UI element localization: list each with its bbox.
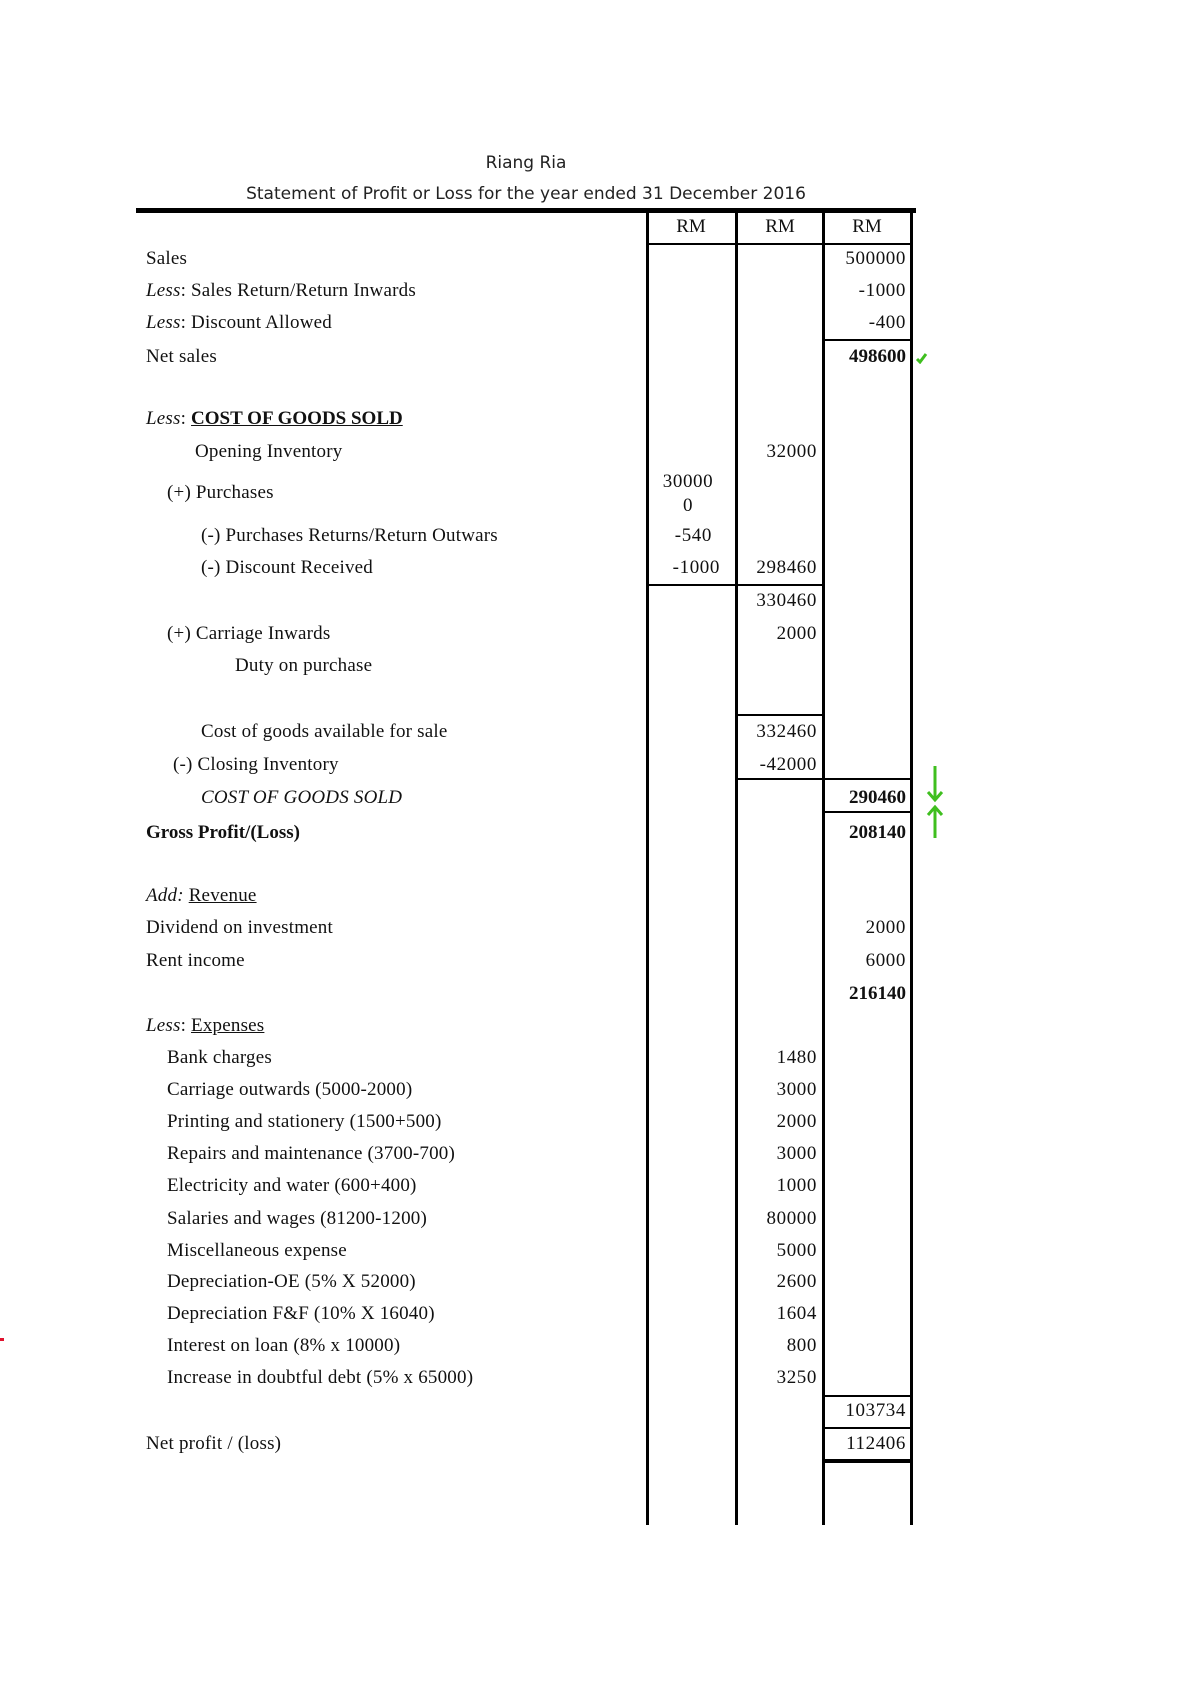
expense-label: Depreciation F&F (10% X 16040) bbox=[167, 1303, 435, 1324]
cogs-heading-text: COST OF GOODS SOLD bbox=[191, 408, 403, 429]
expense-value: 80000 bbox=[766, 1208, 817, 1229]
expense-label: Interest on loan (8% x 10000) bbox=[167, 1335, 401, 1356]
expenses-heading-text: Expenses bbox=[191, 1015, 265, 1036]
header-underline bbox=[646, 243, 913, 245]
cogs-rule-bottom bbox=[822, 811, 913, 813]
expense-value: 1000 bbox=[776, 1175, 817, 1196]
expense-label: Increase in doubtful debt (5% x 65000) bbox=[167, 1367, 474, 1388]
top-rule bbox=[136, 208, 916, 213]
expense-value: 3000 bbox=[776, 1079, 817, 1100]
dividend-label: Dividend on investment bbox=[146, 917, 333, 938]
discount-allowed-label bbox=[146, 312, 332, 334]
total-expenses-value: 103734 bbox=[845, 1400, 906, 1421]
cogs-rule-top bbox=[822, 778, 913, 780]
less-prefix: Less bbox=[146, 312, 181, 333]
expense-value: 3250 bbox=[776, 1367, 817, 1388]
subtotal-rule-top bbox=[735, 584, 825, 586]
purchases-label: (+) Purchases bbox=[167, 482, 274, 503]
sales-return-label bbox=[146, 280, 416, 302]
expense-label: Salaries and wages (81200-1200) bbox=[167, 1208, 427, 1229]
expense-value: 5000 bbox=[776, 1240, 817, 1261]
statement-title: Statement of Profit or Loss for the year ended 31 December 2016 bbox=[246, 184, 806, 204]
dividend-value: 2000 bbox=[865, 917, 906, 938]
colon-separator: : bbox=[180, 408, 192, 429]
duty-on-purchase-label: Duty on purchase bbox=[235, 655, 373, 676]
goods-available-value: 332460 bbox=[756, 721, 817, 742]
sales-rule bbox=[822, 339, 913, 341]
carriage-inwards-label: (+) Carriage Inwards bbox=[167, 623, 331, 644]
col3-right-border bbox=[910, 212, 913, 1525]
expense-label: Repairs and maintenance (3700-700) bbox=[167, 1143, 456, 1164]
goods-available-rule-top bbox=[735, 714, 825, 716]
net-sales-label: Net sales bbox=[146, 346, 217, 367]
column-header-2: RM bbox=[765, 216, 795, 237]
company-name: Riang Ria bbox=[485, 153, 567, 173]
arrow-down-icon bbox=[925, 764, 945, 804]
less-prefix: Less bbox=[146, 1015, 181, 1036]
discount-received-label: (-) Discount Received bbox=[201, 557, 373, 578]
expense-label: Electricity and water (600+400) bbox=[167, 1175, 417, 1196]
cogs-heading bbox=[146, 408, 403, 430]
revenue-heading bbox=[146, 885, 257, 907]
less-prefix: Less bbox=[146, 408, 181, 429]
sales-label: Sales bbox=[146, 248, 188, 269]
column-header-1: RM bbox=[676, 216, 706, 237]
discount-allowed-value: -400 bbox=[868, 312, 906, 333]
net-profit-value: 112406 bbox=[846, 1433, 906, 1454]
col1-left-border bbox=[646, 212, 649, 1525]
expense-value: 1480 bbox=[776, 1047, 817, 1068]
subtotal-2-value: 216140 bbox=[849, 983, 906, 1004]
expense-label: Miscellaneous expense bbox=[167, 1240, 347, 1261]
sales-return-text: : Sales Return/Return Inwards bbox=[180, 280, 416, 301]
net-profit-double-rule bbox=[822, 1459, 913, 1463]
opening-inventory-label: Opening Inventory bbox=[195, 441, 343, 462]
net-profit-label: Net profit / (loss) bbox=[146, 1433, 282, 1454]
arrow-up-icon bbox=[925, 804, 945, 840]
purchases-value-line1: 30000 bbox=[662, 471, 714, 492]
goods-available-label: Cost of goods available for sale bbox=[201, 721, 448, 742]
col2-left-border bbox=[735, 212, 738, 1525]
rent-income-value: 6000 bbox=[865, 950, 906, 971]
expense-value: 3000 bbox=[776, 1143, 817, 1164]
closing-inventory-value: -42000 bbox=[759, 754, 817, 775]
purchases-rule bbox=[646, 584, 738, 586]
expense-value: 2600 bbox=[776, 1271, 817, 1292]
expenses-heading bbox=[146, 1015, 264, 1037]
purchases-returns-label: (-) Purchases Returns/Return Outwars bbox=[201, 525, 498, 546]
closing-inventory-label: (-) Closing Inventory bbox=[173, 754, 339, 775]
tick-mark-icon bbox=[915, 350, 929, 364]
expense-total-rule-bottom bbox=[822, 1427, 913, 1429]
discount-received-value-c2: 298460 bbox=[756, 557, 817, 578]
expense-label: Bank charges bbox=[167, 1047, 272, 1068]
subtotal-1-value: 330460 bbox=[756, 590, 817, 611]
carriage-inwards-value: 2000 bbox=[776, 623, 817, 644]
column-header-3: RM bbox=[852, 216, 882, 237]
expense-label: Printing and stationery (1500+500) bbox=[167, 1111, 442, 1132]
gross-profit-label: Gross Profit/(Loss) bbox=[146, 822, 300, 843]
purchases-value-line2: 0 bbox=[682, 495, 694, 516]
expense-label: Depreciation-OE (5% X 52000) bbox=[167, 1271, 416, 1292]
red-dot-mark-icon bbox=[0, 1337, 6, 1343]
sales-return-value: -1000 bbox=[858, 280, 906, 301]
opening-inventory-value: 32000 bbox=[766, 441, 817, 462]
discount-allowed-text: : Discount Allowed bbox=[180, 312, 332, 333]
discount-received-value-c1: -1000 bbox=[672, 557, 720, 578]
goods-available-rule-bottom bbox=[735, 778, 825, 780]
purchases-returns-value: -540 bbox=[674, 525, 712, 546]
sales-value: 500000 bbox=[845, 248, 906, 269]
revenue-heading-text: Revenue bbox=[188, 885, 257, 906]
expense-total-rule-top bbox=[822, 1395, 913, 1397]
net-sales-value: 498600 bbox=[849, 346, 906, 367]
cogs-total-label: COST OF GOODS SOLD bbox=[201, 787, 403, 808]
expense-label: Carriage outwards (5000-2000) bbox=[167, 1079, 413, 1100]
colon-separator: : bbox=[180, 1015, 192, 1036]
expense-value: 1604 bbox=[776, 1303, 817, 1324]
cogs-total-value: 290460 bbox=[849, 787, 906, 808]
col3-left-border bbox=[822, 212, 825, 1525]
expense-value: 2000 bbox=[776, 1111, 817, 1132]
gross-profit-value: 208140 bbox=[849, 822, 906, 843]
expense-value: 800 bbox=[786, 1335, 817, 1356]
add-prefix: Add: bbox=[146, 885, 184, 906]
rent-income-label: Rent income bbox=[146, 950, 245, 971]
less-prefix: Less bbox=[146, 280, 181, 301]
